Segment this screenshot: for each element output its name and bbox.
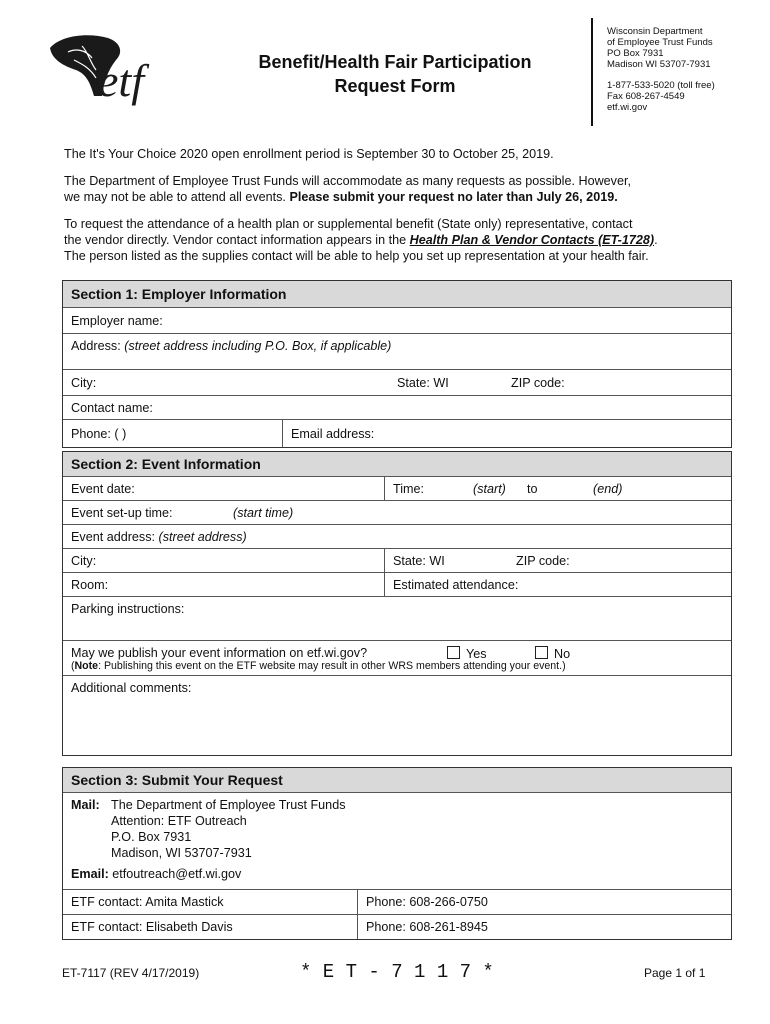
event-zip-field[interactable]: ZIP code: bbox=[516, 554, 570, 568]
city-state-zip-row bbox=[63, 369, 731, 395]
address-field[interactable]: Address: (street address including P.O. Box, if applicable) bbox=[63, 333, 731, 369]
email-field[interactable]: Email address: bbox=[282, 420, 731, 447]
contact-row-2 bbox=[63, 914, 731, 939]
email-block: Email: etfoutreach@etf.wi.gov bbox=[71, 867, 242, 881]
outreach-email[interactable]: etfoutreach@etf.wi.gov bbox=[112, 867, 242, 881]
logo-text: etf bbox=[98, 55, 144, 106]
section-submit-request bbox=[62, 767, 732, 940]
agency-address: Wisconsin Department of Employee Trust Funds PO Box 7931 Madison WI 53707-7931 bbox=[607, 26, 713, 70]
event-city-state-zip-row bbox=[63, 548, 731, 572]
form-title-line1: Benefit/Health Fair Participation bbox=[258, 52, 532, 72]
phone-field[interactable]: Phone: ( ) bbox=[71, 427, 127, 441]
yes-checkbox[interactable] bbox=[447, 646, 460, 659]
contact-name-1: ETF contact: Amita Mastick bbox=[71, 895, 224, 909]
event-city-field[interactable]: City: bbox=[71, 554, 97, 568]
contact-phone-1: Phone: 608-266-0750 bbox=[357, 890, 731, 914]
page-number: Page 1 of 1 bbox=[644, 966, 706, 980]
intro-paragraph-2: The Department of Employee Trust Funds will accommodate as many requests as possible. However, we may not be able to attend all events. Please submit your request no later than July 26, 2019. bbox=[64, 174, 631, 204]
employer-name-field[interactable]: Employer name: bbox=[63, 307, 731, 333]
form-title-line2: Request Form bbox=[334, 76, 456, 96]
event-state-field: State: WI bbox=[384, 549, 445, 572]
room-attendance-row bbox=[63, 572, 731, 596]
section3-heading: Section 3: Submit Your Request bbox=[63, 768, 731, 792]
event-address-field[interactable]: Event address: (street address) bbox=[63, 524, 731, 548]
section-employer-information bbox=[62, 280, 732, 448]
section1-heading: Section 1: Employer Information bbox=[63, 281, 731, 307]
no-checkbox[interactable] bbox=[535, 646, 548, 659]
event-time-field[interactable]: Time: (start) to (end) bbox=[384, 477, 731, 500]
publish-question: May we publish your event information on etf.wi.gov? bbox=[71, 646, 368, 660]
yes-option[interactable]: Yes bbox=[447, 646, 487, 661]
zip-field[interactable]: ZIP code: bbox=[511, 376, 565, 390]
vendor-contacts-link[interactable]: Health Plan & Vendor Contacts (ET-1728) bbox=[409, 233, 655, 247]
room-field[interactable]: Room: bbox=[71, 578, 109, 592]
intro-paragraph-3: To request the attendance of a health plan or supplemental benefit (State only) representative, contact the vendor directly. Vendor contact information appears in the Health Plan & Vendor Contacts (ET-1728). The person listed as the supplies contact will be able to help you set up representation at your health fair. bbox=[64, 217, 658, 263]
attendance-field[interactable]: Estimated attendance: bbox=[384, 573, 731, 596]
event-date-field[interactable]: Event date: bbox=[71, 482, 135, 496]
phone-email-row bbox=[63, 419, 731, 447]
setup-time-field[interactable]: Event set-up time: (start time) bbox=[63, 500, 731, 524]
agency-contact: 1-877-533-5020 (toll free) Fax 608-267-4549 etf.wi.gov bbox=[607, 80, 715, 113]
header-divider bbox=[591, 18, 593, 126]
no-option[interactable]: No bbox=[535, 646, 570, 661]
event-date-time-row bbox=[63, 476, 731, 500]
section-event-information bbox=[62, 451, 732, 756]
form-id: ET-7117 (REV 4/17/2019) bbox=[62, 966, 200, 980]
section2-heading: Section 2: Event Information bbox=[63, 452, 731, 476]
mail-address-block: Mail: The Department of Employee Trust Funds Attention: ETF Outreach P.O. Box 7931 Madison, WI 53707-7931 bbox=[63, 792, 731, 865]
etf-logo bbox=[46, 30, 186, 110]
contact-row-1 bbox=[63, 889, 731, 914]
parking-instructions-field[interactable]: Parking instructions: bbox=[63, 596, 731, 640]
intro-paragraph-1: The It's Your Choice 2020 open enrollment period is September 30 to October 25, 2019. bbox=[64, 147, 554, 161]
publish-consent-row bbox=[63, 640, 731, 675]
state-field: State: WI bbox=[397, 376, 449, 390]
barcode-text: * E T - 7 1 1 7 * bbox=[300, 961, 494, 983]
additional-comments-field[interactable]: Additional comments: bbox=[63, 675, 731, 755]
contact-name-2: ETF contact: Elisabeth Davis bbox=[71, 920, 233, 934]
contact-phone-2: Phone: 608-261-8945 bbox=[357, 915, 731, 939]
contact-name-field[interactable]: Contact name: bbox=[63, 395, 731, 419]
publish-note: (Note: Publishing this event on the ETF website may result in other WRS members attending your event.) bbox=[71, 660, 566, 672]
city-field[interactable]: City: bbox=[71, 376, 97, 390]
